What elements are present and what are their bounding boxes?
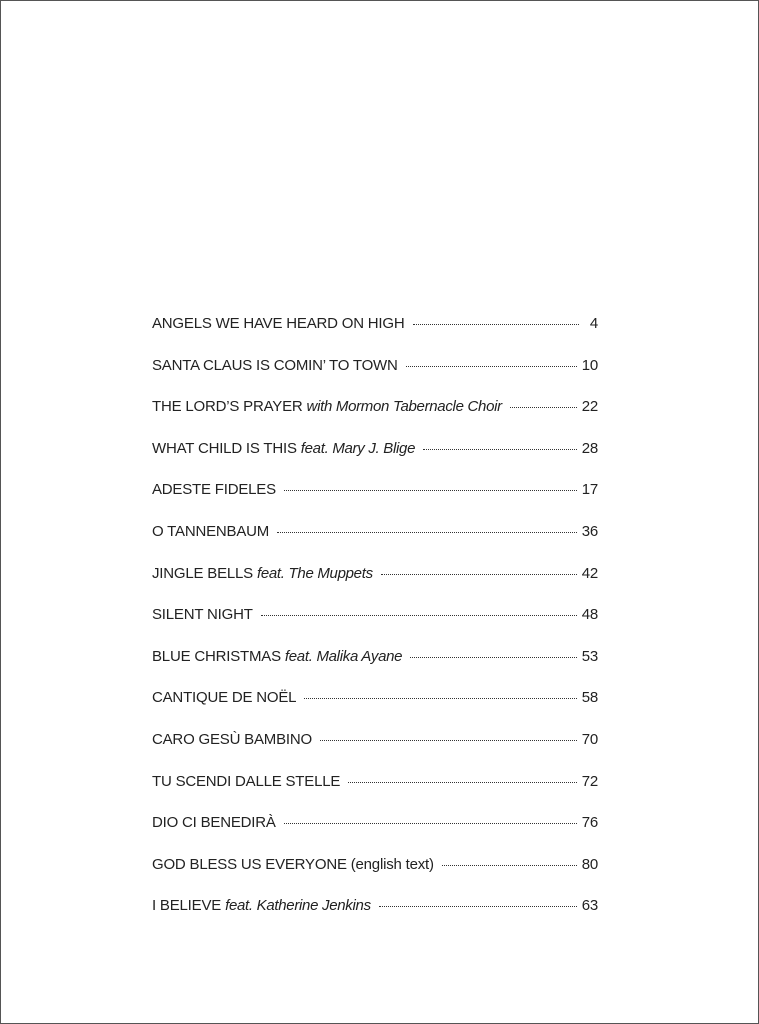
toc-entry: [152, 856, 598, 898]
toc-entry-feature: feat. Mary J. Blige: [300, 439, 416, 457]
toc-entry-title: CARO GESÙ BAMBINO: [152, 730, 312, 748]
toc-entry-feature: feat. Malika Ayane: [284, 647, 403, 665]
toc-entry-page: 42: [581, 564, 598, 582]
toc-entry-title: ADESTE FIDELES: [152, 481, 276, 499]
toc-entry: [152, 565, 598, 607]
toc-entry-page: 72: [581, 772, 598, 790]
dot-leader: [320, 739, 577, 741]
dot-leader: [379, 905, 577, 907]
toc-entry: [152, 814, 598, 856]
toc-entry-page: 28: [581, 439, 598, 457]
toc-entry: [152, 606, 598, 648]
toc-entry-page: 63: [581, 897, 598, 915]
toc-entry-title: ANGELS WE HAVE HEARD ON HIGH: [152, 315, 405, 332]
dot-leader: [510, 406, 577, 408]
toc-entry-title: WHAT CHILD IS THIS: [152, 439, 297, 457]
toc-entry-page: 80: [581, 855, 598, 873]
dot-leader: [284, 822, 577, 824]
table-of-contents: [152, 315, 598, 939]
toc-entry: [152, 440, 598, 482]
toc-entry: [152, 648, 598, 690]
toc-entry-page: 48: [581, 606, 598, 624]
toc-entry-feature: feat. The Muppets: [256, 564, 373, 582]
toc-entry: [152, 357, 598, 399]
dot-leader: [442, 864, 577, 866]
toc-entry-title: TU SCENDI DALLE STELLE: [152, 772, 341, 790]
toc-entry-title: JINGLE BELLS: [152, 564, 253, 582]
toc-entry-page: 36: [581, 522, 598, 540]
toc-entry: [152, 689, 598, 731]
toc-entry: [152, 481, 598, 523]
dot-leader: [284, 489, 577, 491]
toc-entry: [152, 731, 598, 773]
toc-entry-page: 10: [581, 356, 598, 374]
dot-leader: [413, 323, 580, 325]
toc-entry-title: CANTIQUE DE NOËL: [152, 689, 297, 707]
toc-entry-page: 22: [581, 398, 598, 416]
toc-entry: [152, 523, 598, 565]
dot-leader: [406, 365, 577, 367]
toc-entry-title: THE LORD’S PRAYER: [152, 398, 303, 416]
toc-entry-title: BLUE CHRISTMAS: [152, 647, 281, 665]
toc-entry: [152, 398, 598, 440]
toc-entry-page: 53: [581, 647, 598, 665]
toc-entry-title: GOD BLESS US EVERYONE (english text): [152, 855, 434, 873]
toc-entry-title: I BELIEVE: [152, 897, 222, 915]
dot-leader: [277, 531, 577, 533]
toc-entry-title: DIO CI BENEDIRÀ: [152, 814, 276, 832]
dot-leader: [423, 448, 577, 450]
toc-entry-page: 70: [581, 730, 598, 748]
toc-entry-feature: feat. Katherine Jenkins: [225, 897, 371, 915]
dot-leader: [410, 656, 577, 658]
toc-entry-title: SANTA CLAUS IS COMIN’ TO TOWN: [152, 356, 398, 374]
toc-entry-page: 58: [581, 689, 598, 707]
dot-leader: [304, 697, 576, 699]
toc-entry-title: O TANNENBAUM: [152, 522, 270, 540]
dot-leader: [261, 614, 577, 616]
toc-entry-page: 17: [581, 481, 598, 499]
toc-entry: [152, 773, 598, 815]
toc-entry-feature: with Mormon Tabernacle Choir: [306, 398, 502, 416]
toc-entry: [152, 315, 598, 357]
dot-leader: [381, 573, 577, 575]
toc-entry-page: 76: [581, 814, 598, 832]
toc-entry: [152, 897, 598, 939]
toc-entry-title: SILENT NIGHT: [152, 606, 253, 624]
toc-entry-page: 4: [589, 315, 598, 332]
dot-leader: [348, 781, 577, 783]
